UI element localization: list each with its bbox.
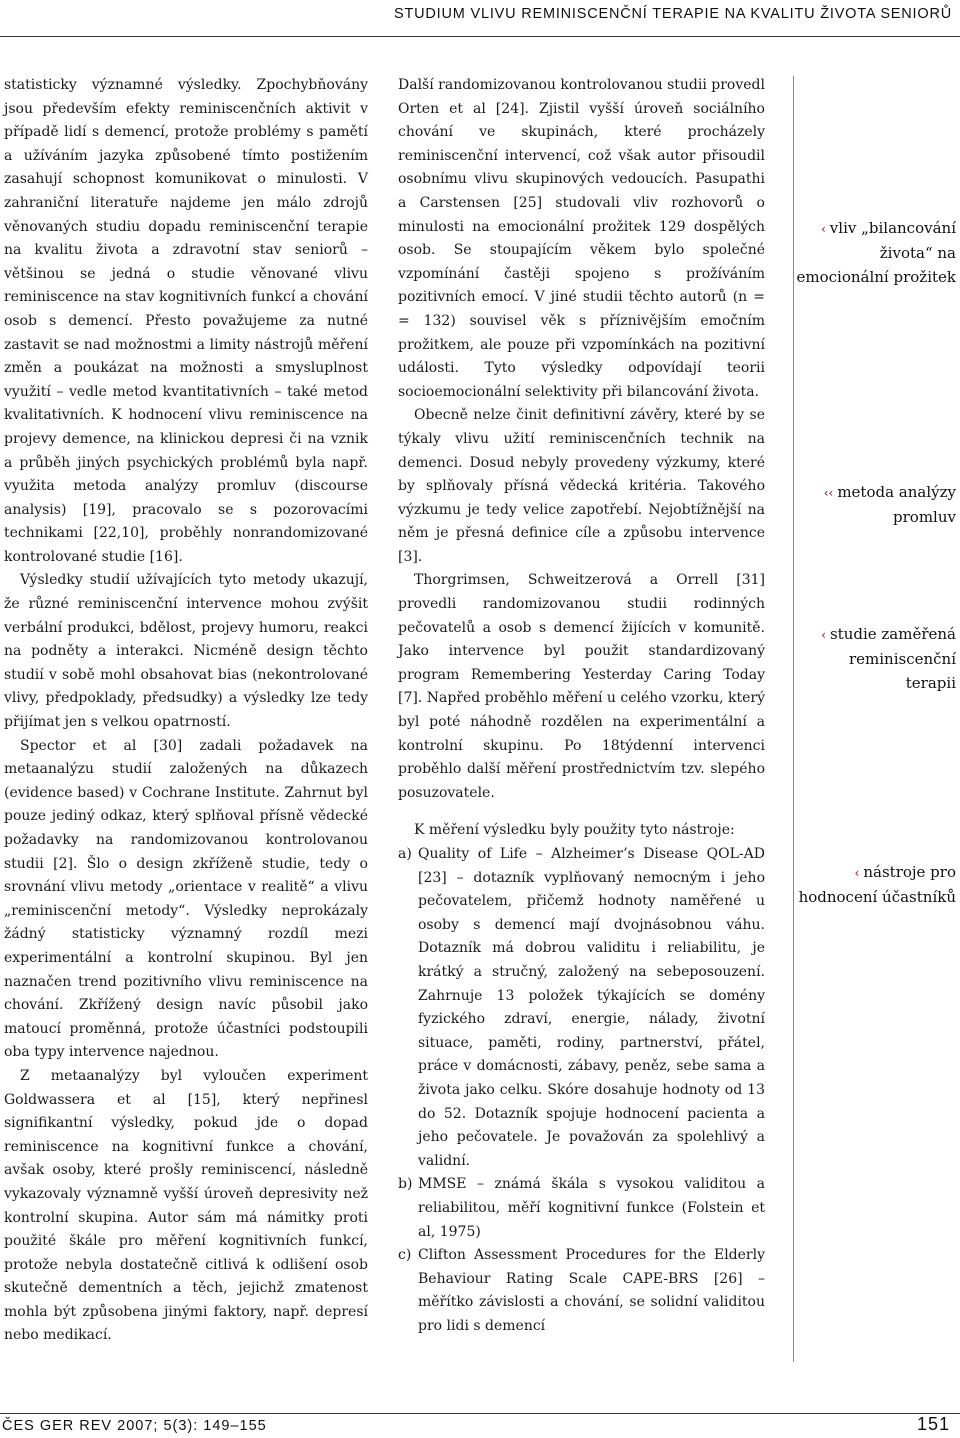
pointer-arrow-icon: ‹ [821, 628, 826, 642]
paragraph: statisticky významné výsledky. Zpochybňovány jsou především efekty reminiscenčních aktivit v případě lidí s demencí, protože problémy s pamětí a užíváním jazyka způsobené tímto postižením zasahují schopnost komunikovat o minulosti. V zahraniční literatuře najdeme jen málo zdrojů věnovaných studiu dopadu reminiscenční terapie na kvalitu života a zdravotní stav seniorů – většinou se jedná o studie věnované vlivu reminiscence na stav kognitivních funkcí a chování osob s demencí. Přesto považujeme za nutné zastavit se nad možnostmi a limity nástrojů měření změn a poukázat na možnosti a smysluplnost využití – vedle metod kvantitativních – také metod kvalitativních. K hodnocení vlivu reminiscence na projevy demence, na klinickou depresi či na vznik a průběh jiných psychických problémů byla např. využita metoda analýzy promluv (discourse analysis) [19], pracovalo se s pozorovacími technikami [22,10], proběhly nonrandomizované kontrolované studie [16]. [4, 77, 368, 565]
margin-note-text: metoda analýzy promluv [837, 483, 956, 526]
margin-divider [793, 76, 794, 1362]
margin-note [796, 480, 956, 529]
double-pointer-arrow-icon: ‹‹ [823, 486, 834, 500]
instrument-item [398, 1244, 765, 1338]
paragraph: Spector et al [30] zadali požadavek na metaanalýzu studií založených na důkazech (evidence based) v Cochrane Institute. Zahrnut byl pouze jediný odkaz, který splňoval přísně vědecké požadavky na randomizovanou kontrolovanou studii [2]. Šlo o design zkříženě studie, tedy o srovnání vlivu metody „orientace v realitě“ a vlivu „reminiscenční metody“. Výsledky neprokázaly žádný statisticky významný rozdíl mezi experimentální a kontrolní skupinou. Byl jen naznačen trend pozitivního vlivu reminiscence na chování. Zkřížený design navíc působil jako matoucí proměnná, protože účastníci podstoupili oba typy intervence najednou. [4, 737, 368, 1061]
list-marker: a) [398, 846, 412, 862]
paragraph: Obecně nelze činit definitivní závěry, které by se týkaly vlivu užití reminiscenčních technik na demenci. Dosud nebyly provedeny výzkumy, které by splňovaly přísná vědecká kritéria. Takového výzkumu je tedy velice zapotřebí. Nejobtížnější na něm je přesná definice cíle a způsobu intervence [3]. [398, 407, 765, 565]
margin-note-text: vliv „bilancování života“ na emocionální prožitek [796, 219, 956, 286]
instruments-intro: K měření výsledku byly použity tyto nástroje: [414, 822, 735, 839]
paragraph: Thorgrimsen, Schweitzerová a Orrell [31] provedli randomizovanou studii rodinných pečovatelů a osob s demencí žijících v komunitě. Jako intervence byl použit standardizovaný program Remembering Yesterday Caring Today [7]. Napřed proběhlo měření u celého vzorku, který byl poté náhodně rozdělen na experimentální a kontrolní skupinu. Po 18týdenní intervenci proběhlo další měření prostřednictvím tzv. slepého posuzovatele. [398, 572, 765, 801]
margin-note [796, 622, 956, 695]
pointer-arrow-icon: ‹ [854, 866, 860, 880]
journal-citation: ČES GER REV 2007; 5(3): 149–155 [2, 1418, 267, 1434]
list-marker: b) [398, 1176, 413, 1193]
left-column [4, 74, 368, 1348]
footer-divider [0, 1413, 960, 1414]
list-text: Quality of Life – Alzheimer’s Disease QOL-AD [23] – dotazník vyplňovaný nemocným i jeho pečovatelem, přičemž hodnoty naměřené u osoby s demencí mají dvojnásobnou váhu. Dotazník má dobrou validitu i reliabilitu, je krátký a stručný, založený na sebeposouzení. Zahrnuje 13 položek týkajících se domény fyzického zdraví, energie, nálady, životní situace, paměti, rodiny, partnerství, přátel, práce v domácnosti, zábavy, peněz, sebe sama a života jako celku. Skóre dosahuje hodnoty od 13 do 52. Dotazník spojuje hodnocení pacienta a jeho pečovatele. Je považován za spolehlivý a validní. [418, 846, 765, 1169]
running-header: STUDIUM VLIVU REMINISCENČNÍ TERAPIE NA KVALITU ŽIVOTA SENIORŮ [394, 6, 952, 22]
margin-note [796, 216, 956, 289]
paragraph: Z metaanalýzy byl vyloučen experiment Goldwassera et al [15], který nepřinesl signifikantní výsledky, pokud jde o dopad reminiscence na kognitivní funkce a chování, avšak osoby, které prošly reminiscencí, následně vykazovaly významně vyšší úroveň depresivity než kontrolní skupina. Autor sám má námitky proti použité škále pro měření kognitivních funkcí, protože nebyla dostatečně citlivá k odlišení osob skutečně dementních a těch, jejichž zmatenost mohla být způsobena jinými faktory, např. depresí nebo medikací. [4, 1067, 368, 1344]
pointer-arrow-icon: ‹ [820, 222, 826, 236]
margin-note-text: studie zaměřená reminiscenční terapii [829, 625, 956, 692]
page-number: 151 [916, 1414, 950, 1434]
margin-note-text: nástroje pro hodnocení účastníků [798, 863, 956, 906]
middle-column [398, 74, 765, 1338]
list-text: MMSE – známá škála s vysokou validitou a reliabilitou, měří kognitivní funkce (Folstein et al, 1975) [418, 1176, 765, 1240]
margin-note [796, 860, 956, 909]
list-marker: c) [398, 1247, 412, 1264]
paragraph: Výsledky studií užívajících tyto metody ukazují, že různé reminiscenční intervence mohou zvýšit verbální produkci, bdělost, projevy humoru, reakci na podněty a interakci. Nicméně design těchto studií v sobě mohl obsahovat bias (nekontrolované vlivy, předpoklady, předsudky) a výsledky lze tedy přijímat jen s velkou opatrností. [4, 572, 368, 731]
list-text: Clifton Assessment Procedures for the Elderly Behaviour Rating Scale CAPE-BRS [26] – měřítko závislosti a chování, se solidní validitou pro lidi s demencí [418, 1247, 765, 1334]
paragraph: Další randomizovanou kontrolovanou studii provedl Orten et al [24]. Zjistil vyšší úroveň sociálního chování ve skupinách, které procházely reminiscenční intervencí, což však autor přisoudil osobnímu vlivu skupinových vedoucích. Pasupathi a Carstensen [25] studovali vliv rozhovorů o minulosti na emocionální prožitek 129 dospělých osob. Se stoupajícím věkem bylo společné vzpomínání častěji spojeno s prožíváním pozitivních emocí. V jiné studii těchto autorů (n = = 132) souvisel věk s příznivějším emočním prožitkem, ale pouze při vzpomínkách na pozitivní události. Tyto výsledky odpovídají teorii socioemocionální selektivity při bilancování života. [398, 77, 765, 400]
instrument-item [398, 843, 765, 1173]
header-divider [0, 36, 960, 37]
instrument-item [398, 1173, 765, 1244]
